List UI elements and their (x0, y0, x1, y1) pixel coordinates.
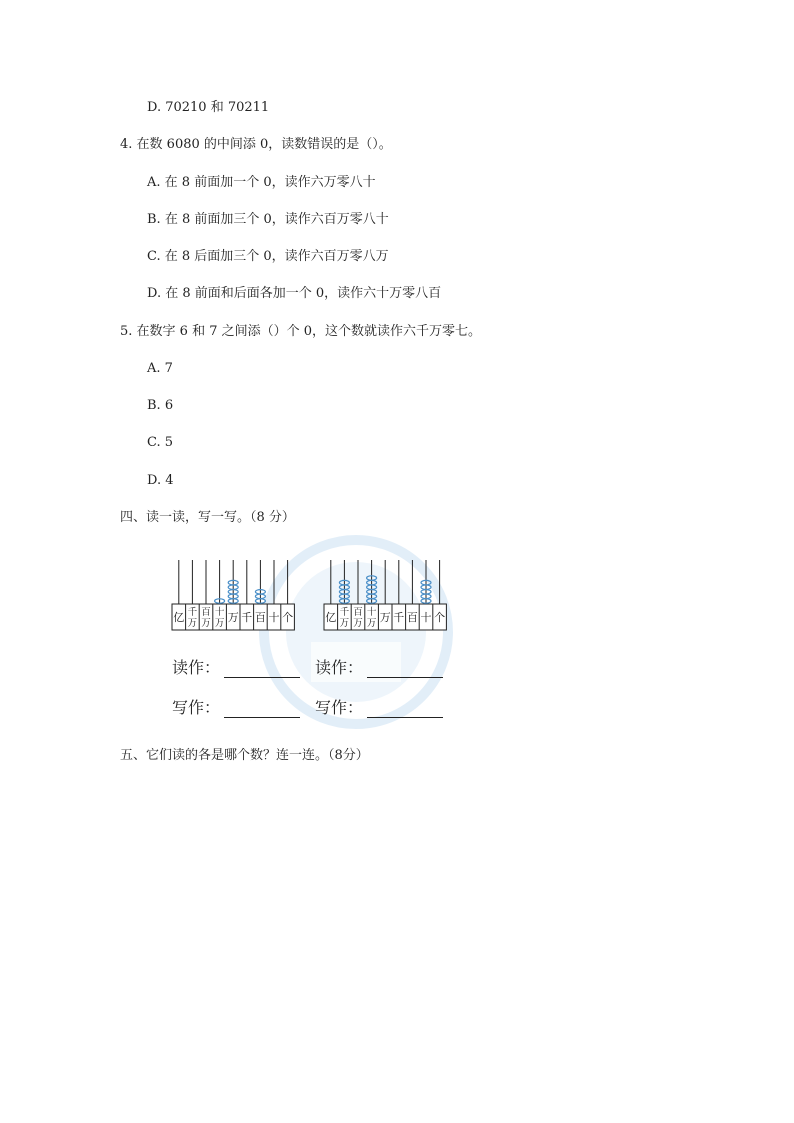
right-abacus-label: 亿 (325, 611, 337, 624)
right-abacus-label: 个 (434, 611, 446, 624)
right-abacus-label: 百 (406, 611, 418, 624)
question-5: 5. 在数字 6 和 7 之间添（）个 0，这个数就读作六千万零七。 (120, 324, 482, 339)
right-abacus-label: 千 (393, 611, 405, 624)
left-abacus-label: 百 (254, 611, 266, 624)
fill-row-write (172, 697, 452, 721)
q3-option-d: D. 70210 和 70211 (147, 100, 270, 115)
write-blank-left[interactable] (224, 717, 300, 718)
right-abacus-label: 十 (366, 607, 377, 618)
left-abacus-label: 亿 (173, 611, 185, 624)
write-label-left: 写作： (172, 698, 221, 717)
left-abacus-label: 个 (282, 611, 294, 624)
read-blank-left[interactable] (224, 677, 300, 678)
q4-option-c: C. 在 8 后面加三个 0，读作六百万零八万 (147, 249, 389, 264)
write-label-right: 写作： (315, 698, 364, 717)
read-label-left: 读作： (172, 658, 221, 677)
left-abacus-label: 万 (227, 611, 239, 624)
left-abacus-label: 万 (214, 618, 225, 629)
left-abacus-label: 万 (201, 618, 211, 629)
section-5-heading: 五、它们读的各是哪个数？连一连。（8分） (120, 748, 369, 763)
right-abacus-label: 万 (339, 618, 350, 629)
q4-option-a: A. 在 8 前面加一个 0，读作六万零八十 (147, 175, 376, 190)
right-abacus-label: 万 (379, 611, 391, 624)
abacus-left (170, 560, 298, 634)
left-abacus-label: 千 (241, 611, 253, 624)
read-label-right: 读作： (315, 658, 364, 677)
question-4: 4. 在数 6080 的中间添 0，读数错误的是（）。 (120, 137, 392, 152)
right-abacus-label: 千 (339, 607, 350, 618)
q5-option-b: B. 6 (147, 398, 174, 413)
q5-option-d: D. 4 (147, 473, 174, 488)
left-abacus-label: 十 (268, 611, 280, 624)
abacus-right (322, 560, 450, 634)
right-abacus-label: 十 (420, 611, 432, 624)
right-abacus-label: 百 (353, 607, 363, 618)
read-blank-right[interactable] (367, 677, 443, 678)
right-abacus-label: 万 (366, 618, 377, 629)
q5-option-a: A. 7 (147, 361, 173, 376)
right-abacus-label: 万 (353, 618, 363, 629)
left-abacus-label: 百 (201, 607, 211, 618)
q5-option-c: C. 5 (147, 435, 174, 450)
q4-option-b: B. 在 8 前面加三个 0，读作六百万零八十 (147, 212, 389, 227)
fill-row-read (172, 657, 452, 681)
write-blank-right[interactable] (367, 717, 443, 718)
section-4-heading: 四、读一读，写一写。（8 分） (120, 510, 295, 525)
left-abacus-label: 千 (187, 607, 198, 618)
q4-option-d: D. 在 8 前面和后面各加一个 0，读作六十万零八百 (147, 286, 442, 301)
left-abacus-label: 万 (187, 618, 198, 629)
left-abacus-label: 十 (214, 607, 225, 618)
